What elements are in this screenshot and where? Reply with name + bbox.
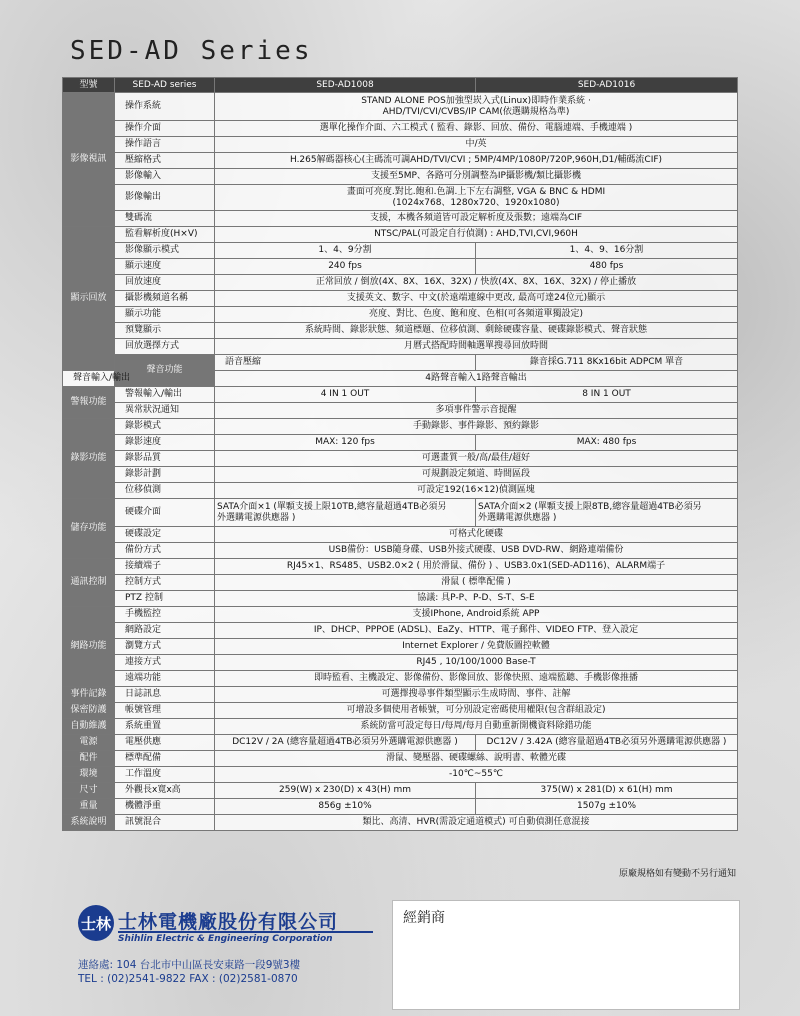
row-label: 異常狀況通知: [115, 403, 215, 419]
row-label: 錄影速度: [115, 435, 215, 451]
row-label: 備份方式: [115, 543, 215, 559]
category-security: 保密防護: [63, 703, 115, 719]
row-value: [215, 185, 738, 211]
row-label: 攝影機頻道名稱: [115, 291, 215, 307]
category-display-playback: 顯示回放: [63, 227, 115, 371]
row-value: 系統時間、錄影狀態、頻道標題、位移偵測、剩餘硬碟容量、硬碟錄影模式、聲音狀態: [215, 323, 738, 339]
row-label: 遠端功能: [115, 671, 215, 687]
table-row: [63, 93, 738, 121]
row-value: [215, 93, 738, 121]
table-row: [63, 815, 738, 831]
table-row: [63, 467, 738, 483]
row-label: 訊號混合: [115, 815, 215, 831]
category-audio: 聲音功能: [115, 355, 215, 387]
row-label: 接續端子: [115, 559, 215, 575]
category-size: 尺寸: [63, 783, 115, 799]
row-value-a: DC12V / 2A (總容量超過4TB必須另外選購電源供應器 ): [215, 735, 476, 751]
category-alarm: 警報功能: [63, 387, 115, 419]
table-row: [63, 185, 738, 211]
row-value-b: [476, 499, 738, 527]
table-row: [63, 655, 738, 671]
row-label: 預覽顯示: [115, 323, 215, 339]
table-row: [63, 243, 738, 259]
row-value: 可格式化硬碟: [215, 527, 738, 543]
row-label: 硬碟設定: [115, 527, 215, 543]
category-network: 網路功能: [63, 607, 115, 687]
table-row: [63, 121, 738, 137]
row-value-a: 259(W) x 230(D) x 43(H) mm: [215, 783, 476, 799]
row-value: -10℃~55℃: [215, 767, 738, 783]
row-value: 支援至5MP、各路可分別調整為IP攝影機/類比攝影機: [215, 169, 738, 185]
category-environment: 環境: [63, 767, 115, 783]
row-value: 支援IPhone, Android系統 APP: [215, 607, 738, 623]
dealer-label: 經銷商: [403, 910, 445, 926]
table-row: [63, 607, 738, 623]
row-value: 可設定192(16×12)偵測區塊: [215, 483, 738, 499]
table-row: [63, 419, 738, 435]
spec-table: [62, 77, 738, 831]
row-value: 系統防當可設定每日/每周/每月自動重新開機資料除錯功能: [215, 719, 738, 735]
row-value: H.265解碼器核心(主碼流可調AHD/TVI/CVI ; 5MP/4MP/1080P/720P,960H,D1/輔碼流CIF): [215, 153, 738, 169]
row-label: 影像輸出: [115, 185, 215, 211]
row-value-a: 856g ±10%: [215, 799, 476, 815]
vout-line-1: 畫面可亮度.對比.飽和.色調.上下左右調整, VGA & BNC & HDMI: [346, 186, 606, 197]
row-value: 支援，本機各頻道皆可設定解析度及張數；遠端為CIF: [215, 211, 738, 227]
row-label: 顯示功能: [115, 307, 215, 323]
row-value: USB備份：USB隨身碟、USB外接式硬碟、USB DVD-RW、網路連端備份: [215, 543, 738, 559]
category-record: 錄影功能: [63, 419, 115, 499]
row-value: 滑鼠 ( 標準配備 ): [215, 575, 738, 591]
row-label: 系統重置: [115, 719, 215, 735]
row-value: 中/英: [215, 137, 738, 153]
row-label: 連接方式: [115, 655, 215, 671]
row-value: 即時監看、主機設定、影像備份、影像回放、影像快照、遠端監聽、手機影像推播: [215, 671, 738, 687]
header-model-b: SED-AD1016: [476, 78, 738, 93]
table-row: [63, 259, 738, 275]
row-value-a: MAX: 120 fps: [215, 435, 476, 451]
spec-change-note: 原廠規格如有變動不另行通知: [618, 869, 736, 879]
table-row: [63, 719, 738, 735]
row-value: 手動錄影、事件錄影、預約錄影: [215, 419, 738, 435]
table-row: [63, 483, 738, 499]
row-label: 工作溫度: [115, 767, 215, 783]
category-auto-maint: 自動維護: [63, 719, 115, 735]
category-system-desc: 系統說明: [63, 815, 115, 831]
row-label: 壓縮格式: [115, 153, 215, 169]
row-value: IP、DHCP、PPPOE (ADSL)、EaZy、HTTP、電子郵件、VIDEO FTP、登入設定: [215, 623, 738, 639]
table-row: [63, 623, 738, 639]
table-row: [63, 307, 738, 323]
table-row: [63, 735, 738, 751]
row-label: 日誌訊息: [115, 687, 215, 703]
os-line-2: AHD/TVI/CVI/CVBS/IP CAM(依選購規格為準): [382, 106, 570, 117]
row-value: 協議: 具P-P、P-D、S-T、S-E: [215, 591, 738, 607]
row-label: 控制方式: [115, 575, 215, 591]
category-power: 電源: [63, 735, 115, 751]
table-row: [63, 387, 738, 403]
table-row: [63, 783, 738, 799]
row-label: 操作介面: [115, 121, 215, 137]
row-label: 錄影品質: [115, 451, 215, 467]
row-value-b: DC12V / 3.42A (總容量超過4TB必須另外選購電源供應器 ): [476, 735, 738, 751]
table-row: [63, 499, 738, 527]
row-value-b: 1、4、9、16分割: [476, 243, 738, 259]
header-series: SED-AD series: [115, 78, 215, 93]
row-value-b: 375(W) x 281(D) x 61(H) mm: [476, 783, 738, 799]
table-row: [63, 355, 738, 371]
row-label: 標準配備: [115, 751, 215, 767]
row-value: 月曆式搭配時間軸選單搜尋回放時間: [215, 339, 738, 355]
row-label: 操作語言: [115, 137, 215, 153]
category-storage: 儲存功能: [63, 499, 115, 559]
category-accessory: 配件: [63, 751, 115, 767]
row-value: Internet Explorer / 免費版圖控軟體: [215, 639, 738, 655]
table-row: [63, 275, 738, 291]
table-row: [63, 559, 738, 575]
series-title: SED-AD Series: [70, 36, 313, 66]
table-row: [63, 403, 738, 419]
row-value: 可規劃設定頻道、時間區段: [215, 467, 738, 483]
row-value: 類比、高清、HVR(需設定通道模式) 可自動偵測任意混接: [215, 815, 738, 831]
row-label: 錄影模式: [115, 419, 215, 435]
table-row: [63, 799, 738, 815]
table-row: [63, 751, 738, 767]
table-row: [63, 703, 738, 719]
row-label: 監看解析度(H×V): [115, 227, 215, 243]
company-logo-icon: 士林: [78, 905, 114, 941]
table-row: [63, 211, 738, 227]
table-row: [63, 767, 738, 783]
vout-line-2: (1024x768、1280x720、1920x1080): [392, 197, 560, 208]
table-header-row: [63, 78, 738, 93]
row-label: 回放選擇方式: [115, 339, 215, 355]
row-label: 影像輸入: [115, 169, 215, 185]
row-value: 4路聲音輸入1路聲音輸出: [215, 371, 738, 387]
company-name: 士林電機廠股份有限公司: [118, 911, 339, 933]
row-label: 顯示速度: [115, 259, 215, 275]
row-label: 雙碼流: [115, 211, 215, 227]
table-row: [63, 323, 738, 339]
row-label: 帳號管理: [115, 703, 215, 719]
row-label: 警報輸入/輸出: [115, 387, 215, 403]
row-label: 電壓供應: [115, 735, 215, 751]
category-weight: 重量: [63, 799, 115, 815]
hdd-b-line-1: SATA介面×2 (單顆支援上限8TB,總容量超過4TB必須另: [478, 501, 702, 512]
dealer-box: [392, 900, 740, 1010]
header-model: 型號: [63, 78, 115, 93]
row-label: 瀏覽方式: [115, 639, 215, 655]
table-row: [63, 451, 738, 467]
category-comm-control: 通訊控制: [63, 559, 115, 607]
os-line-1: STAND ALONE POS加強型崁入式(Linux)即時作業系統 ·: [361, 95, 591, 106]
row-value: NTSC/PAL(可設定自行偵測) : AHD,TVI,CVI,960H: [215, 227, 738, 243]
row-label: 聲音輸入/輸出: [63, 371, 115, 387]
table-row: [63, 227, 738, 243]
row-value: RJ45 , 10/100/1000 Base-T: [215, 655, 738, 671]
table-row: [63, 435, 738, 451]
row-value-b: 1507g ±10%: [476, 799, 738, 815]
row-value: 錄音採G.711 8Kx16bit ADPCM 單音: [476, 355, 738, 371]
row-value-b: 480 fps: [476, 259, 738, 275]
row-value: 多項事件警示音提醒: [215, 403, 738, 419]
row-label: 錄影計劃: [115, 467, 215, 483]
table-row: [63, 137, 738, 153]
header-model-a: SED-AD1008: [215, 78, 476, 93]
company-name-en: Shihlin Electric & Engineering Corporation: [118, 931, 373, 944]
table-row: [63, 639, 738, 655]
row-label: 操作系統: [115, 93, 215, 121]
table-row: [63, 591, 738, 607]
row-label: 網路設定: [115, 623, 215, 639]
row-value-b: MAX: 480 fps: [476, 435, 738, 451]
table-row: [63, 671, 738, 687]
company-address: 連絡處: 104 台北市中山區長安東路一段9號3樓: [78, 959, 301, 971]
row-label: 語音壓縮: [215, 355, 476, 371]
row-label: PTZ 控制: [115, 591, 215, 607]
row-value-a: 1、4、9分割: [215, 243, 476, 259]
table-row: [63, 527, 738, 543]
row-label: 影像顯示模式: [115, 243, 215, 259]
row-value: 正常回放 / 倒放(4X、8X、16X、32X) / 快放(4X、8X、16X、32X) / 停止播放: [215, 275, 738, 291]
row-label: 機體淨重: [115, 799, 215, 815]
hdd-a-line-1: SATA介面×1 (單顆支援上限10TB,總容量超過4TB必須另: [217, 501, 447, 512]
table-row: [63, 543, 738, 559]
category-event-log: 事件記錄: [63, 687, 115, 703]
hdd-b-line-2: 外選購電源供應器 ): [478, 512, 557, 523]
row-value-a: [215, 499, 476, 527]
hdd-a-line-2: 外選購電源供應器 ): [217, 512, 296, 523]
row-label: 外觀長x寬x高: [115, 783, 215, 799]
table-row: [63, 339, 738, 355]
row-value-b: 8 IN 1 OUT: [476, 387, 738, 403]
row-label: 手機監控: [115, 607, 215, 623]
row-value: 可選擇搜尋事件類型顯示生成時間、事件、註解: [215, 687, 738, 703]
row-label: 硬碟介面: [115, 499, 215, 527]
row-value-a: 240 fps: [215, 259, 476, 275]
row-value: 亮度、對比、色度、飽和度、色相(可各頻道單獨設定): [215, 307, 738, 323]
row-label: 位移偵測: [115, 483, 215, 499]
row-value-a: 4 IN 1 OUT: [215, 387, 476, 403]
category-video-input: 影像視訊: [63, 93, 115, 227]
table-row: [63, 153, 738, 169]
table-row: [63, 687, 738, 703]
table-row: [63, 575, 738, 591]
row-value: RJ45×1、RS485、USB2.0×2 ( 用於滑鼠、備份 ) 、USB3.0x1(SED-AD116)、ALARM端子: [215, 559, 738, 575]
table-row: [63, 169, 738, 185]
table-row: [63, 291, 738, 307]
row-value: 滑鼠、變壓器、硬碟螺絲、說明書、軟體光碟: [215, 751, 738, 767]
row-value: 支援英文、數字、中文(於遠端連線中更改, 最高可達24位元)顯示: [215, 291, 738, 307]
company-phone-fax: TEL : (02)2541-9822 FAX : (02)2581-0870: [78, 973, 298, 985]
row-value: 可增設多個使用者帳號，可分別設定密碼使用權限(包含群組設定): [215, 703, 738, 719]
row-value: 選單化操作介面、六工模式 ( 監看、錄影、回放、備份、電腦連端、手機連端 ): [215, 121, 738, 137]
row-value: 可選畫質一般/高/最佳/超好: [215, 451, 738, 467]
row-label: 回放速度: [115, 275, 215, 291]
